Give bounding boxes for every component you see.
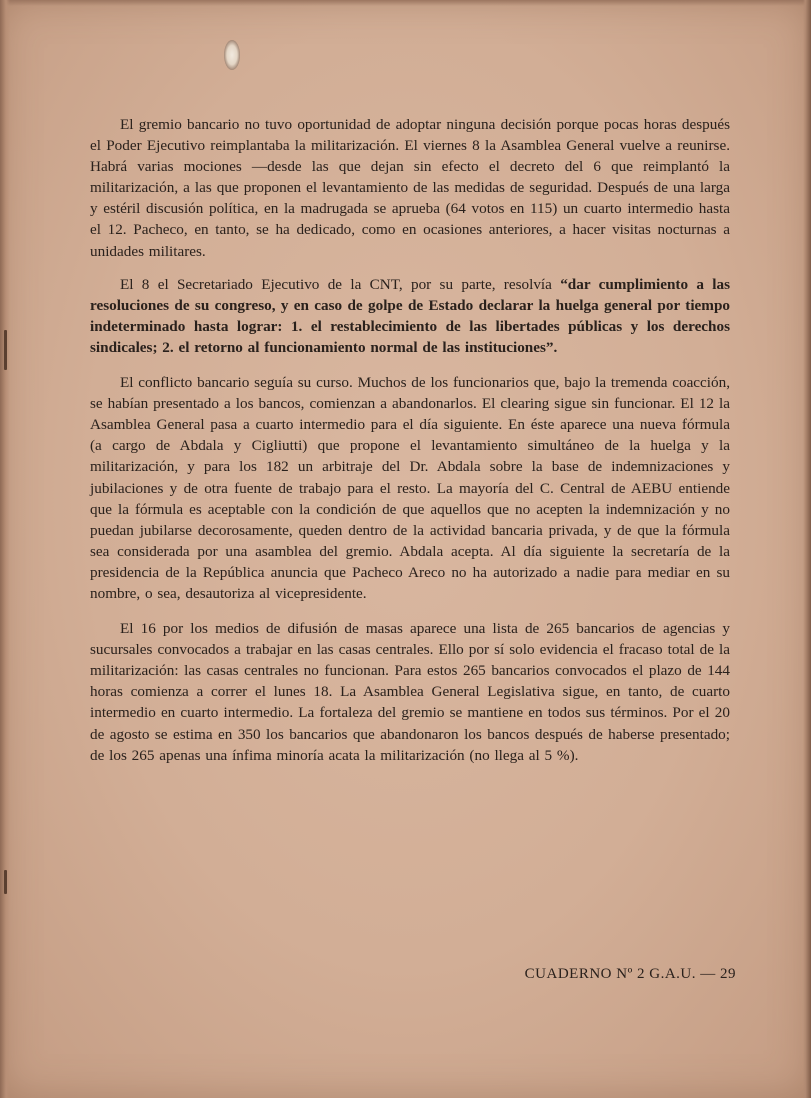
paragraph: El 16 por los medios de difusión de masas aparece una lista de 265 bancarios de agencias y sucursales convocados a trabajar en las casas centrales. Ello por sí solo evidencia el fracaso total de la militarización: las casas centrales no funcionan. Para estos 265 bancarios convocados el plazo de 144 horas comienza a correr el lunes 18. La Asamblea General Legislativa sigue, en tanto, de cuarto intermedio en cuarto intermedio. La fortaleza del gremio se mantiene en todos sus términos. Por el 20 de agosto se estima en 350 los bancarios que abandonaron los bancos después de haberse presentado; de los 265 apenas una ínfima minoría acata la militarización (no llega al 5 %).: [90, 620, 730, 764]
bold-quote: “dar cumplimiento a las resoluciones de su congreso, y en caso de golpe de Estado declarar la huelga general por tiempo indeterminado hasta lograr: 1. el restablecimiento de las libertades públicas y los derechos sindicales; 2. el retorno al funcionamiento normal de las instituciones”.: [90, 275, 730, 356]
paragraph: El conflicto bancario seguía su curso. Muchos de los funcionarios que, bajo la tremenda coacción, se habían presentado a los bancos, comienzan a abandonarlos. El clearing sigue sin funcionar. El 12 la Asamblea General pasa a cuarto intermedio para el día siguiente. En éste aparece una nueva fórmula (a cargo de Abdala y Cigliutti) que propone el levantamiento simultáneo de la huelga y la militarización, y para los 182 un arbitraje del Dr. Abdala sobre la base de indemnizaciones y jubilaciones y de otra fuente de trabajo para el resto. La mayoría del C. Central de AEBU entiende que la fórmula es aceptable con la condición de que aquellos que no acepten la indemnización y no puedan jubilarse decorosamente, queden dentro de la actividad bancaria privada, y de que la fórmula sea considerada por una asamblea del gremio. Abdala acepta. Al día siguiente la secretaría de la presidencia de la República anuncia que Pacheco Areco no ha autorizado a nadie para mediar en su nombre, o sea, desautoriza al vicepresidente.: [90, 374, 730, 602]
page-top-edge: [0, 0, 811, 6]
paragraph: El gremio bancario no tuvo oportunidad de adoptar ninguna decisión porque pocas horas después el Poder Ejecutivo reimplantaba la militarización. El viernes 8 la Asamblea General vuelve a reunirse. Habrá varias mociones —desde las que dejan sin efecto el decreto del 6 que reimplantó la militarización, a las que proponen el levantamiento de las medidas de seguridad. Después de una larga y estéril discusión política, en la madrugada se aprueba (64 votos en 115) un cuarto intermedio hasta el 12. Pacheco, en tanto, se ha dedicado, como en ocasiones anteriores, a hacer visitas nocturnas a unidades militares.: [90, 116, 730, 260]
page-left-edge: [0, 0, 10, 1098]
punch-hole-mark: [224, 40, 240, 70]
binding-mark: [4, 870, 7, 894]
page-footer: CUADERNO Nº 2 G.A.U. — 29: [524, 966, 736, 982]
body-text: [90, 114, 730, 778]
page-right-edge: [803, 0, 811, 1098]
paragraph-lead: El 8 el Secretariado Ejecutivo de la CNT, por su parte, resolvía: [120, 275, 561, 293]
binding-mark: [4, 330, 7, 370]
paragraph: [90, 274, 730, 358]
